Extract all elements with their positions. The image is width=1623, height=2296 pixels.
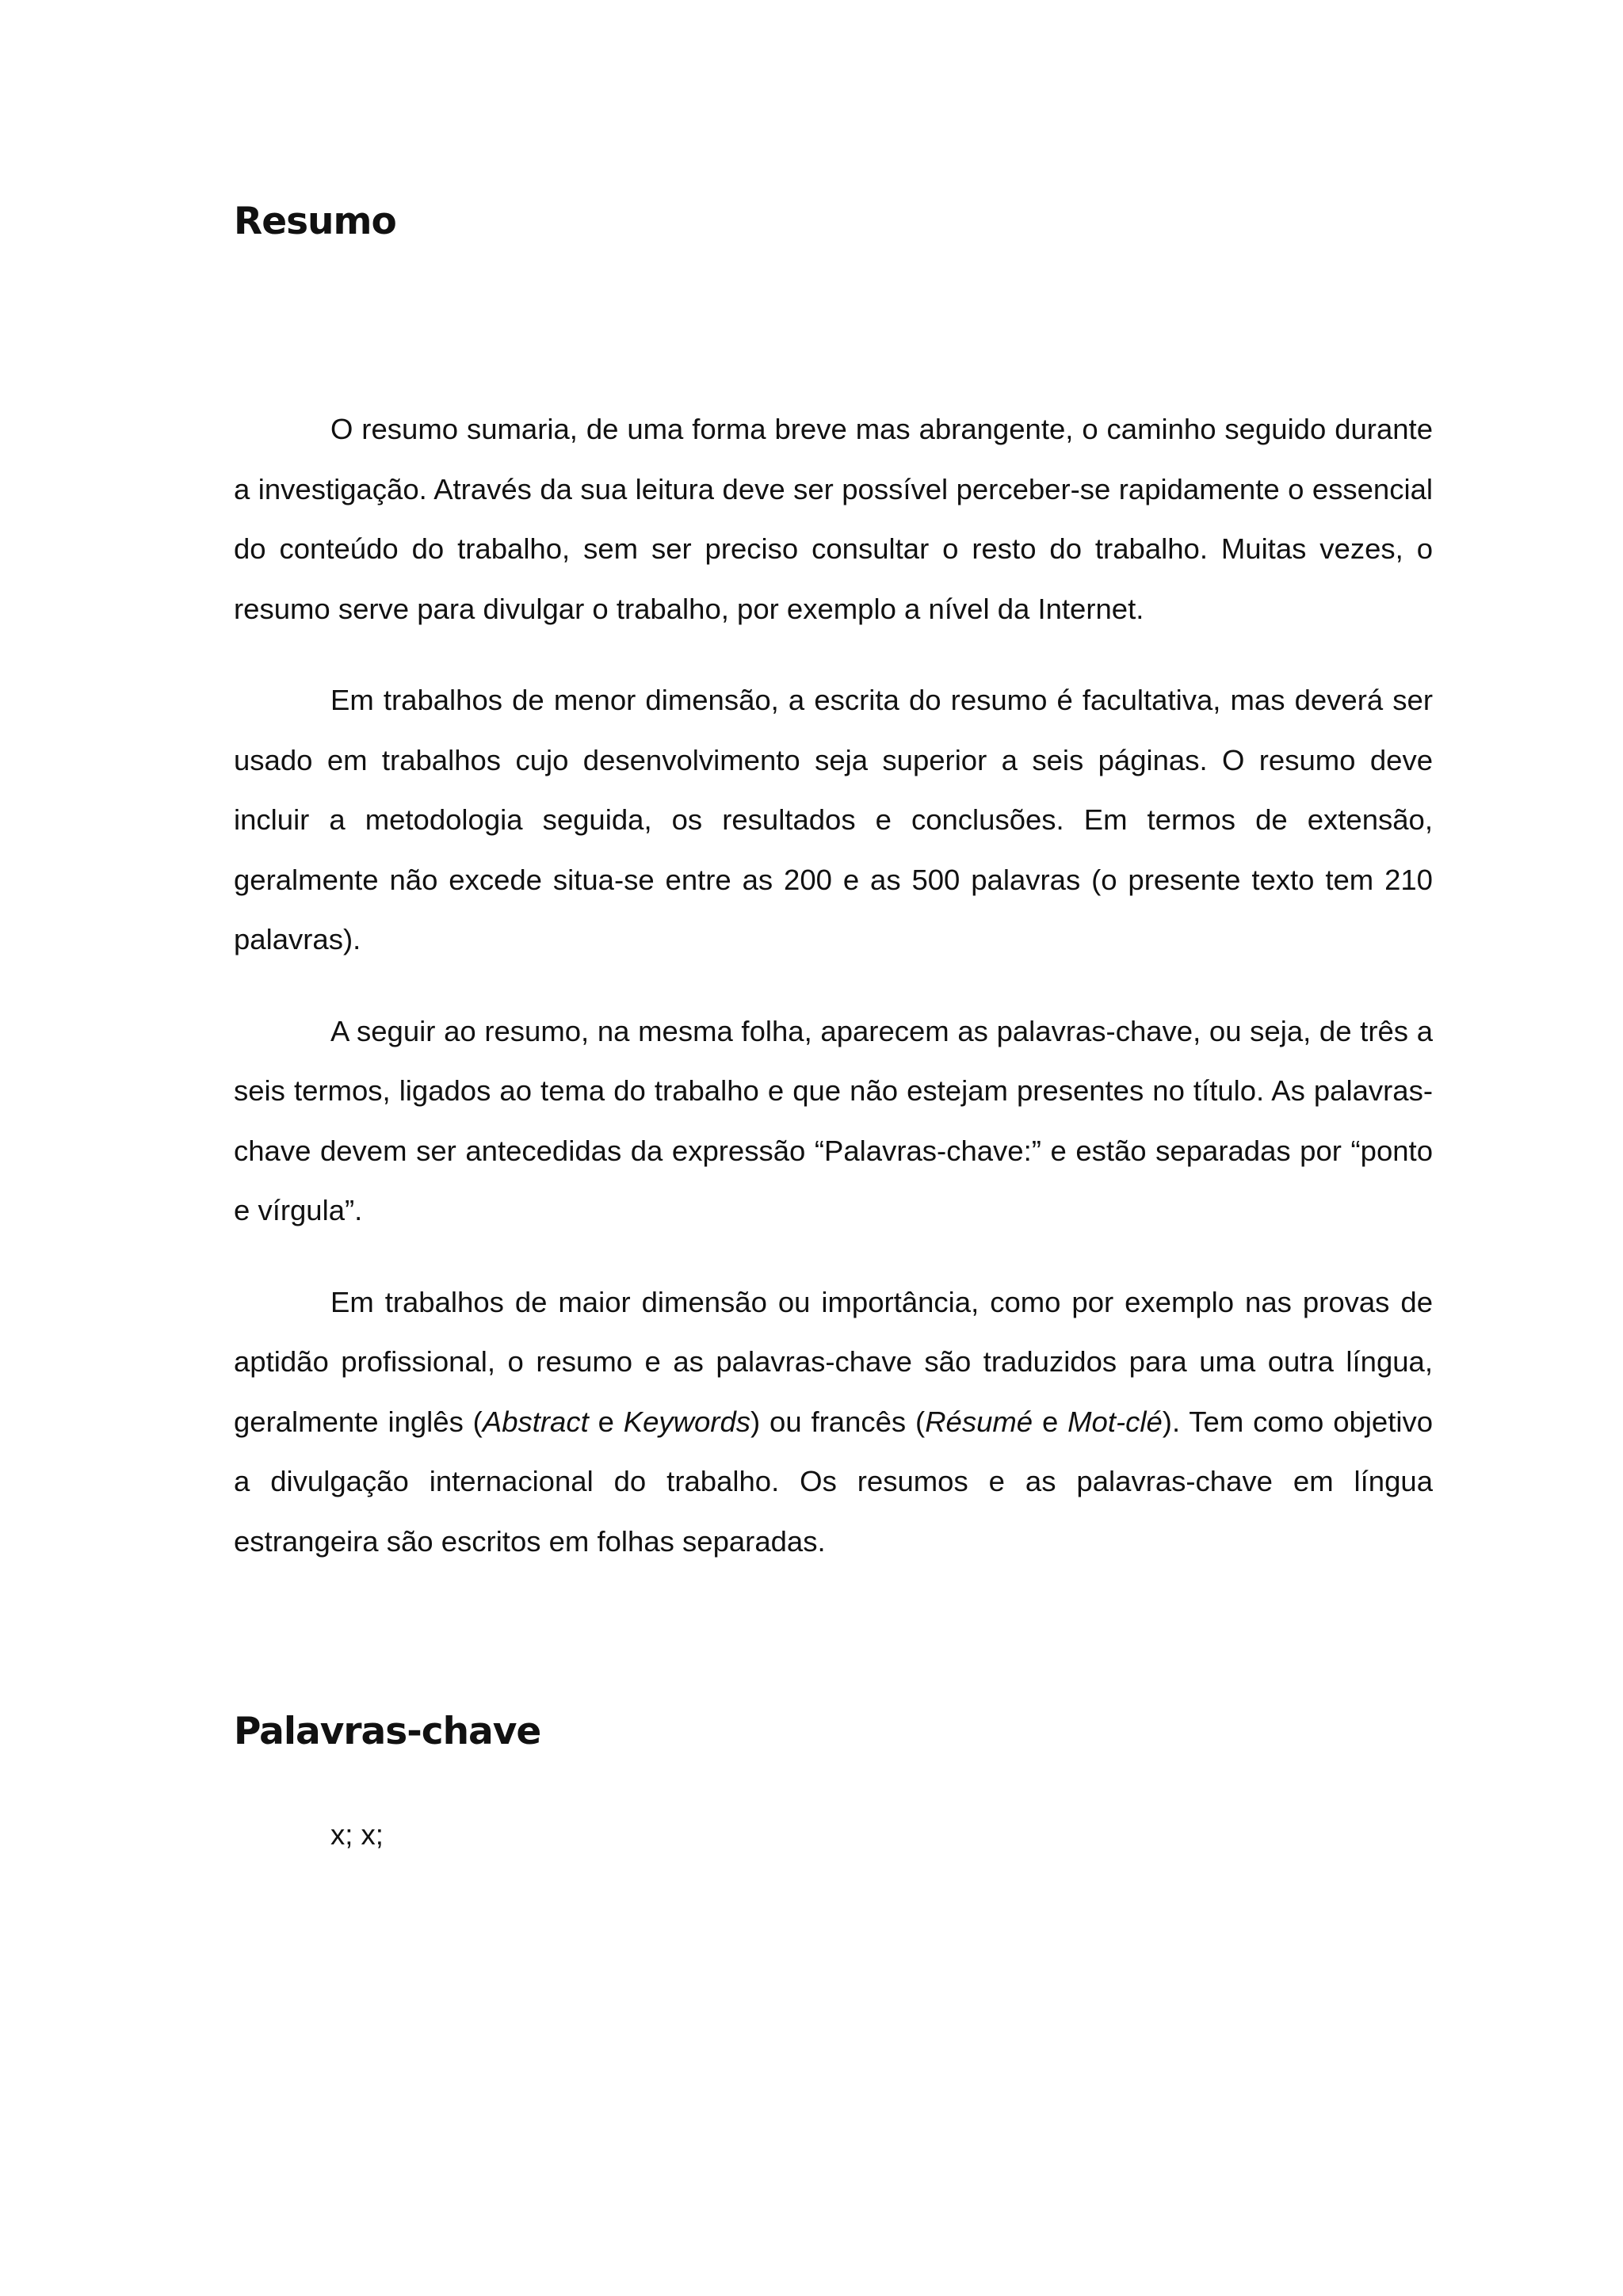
paragraph-text: O resumo sumaria, de uma forma breve mas abrangente, o caminho seguido durante a investigação. Através da sua leitura deve ser possível perceber-se rapidamente o essencial do conteúdo do trabalho, sem ser preciso consultar o resto do trabalho. Muitas vezes, o resumo serve para divulgar o trabalho, por exemplo a nível da Internet. [234,413,1433,625]
section-heading-keywords: Palavras-chave [234,1710,541,1753]
italic-term: Résumé [925,1405,1033,1438]
resumo-paragraph [234,670,1433,970]
paragraph-text: Em trabalhos de menor dimensão, a escrita do resumo é facultativa, mas deverá ser usado em trabalhos cujo desenvolvimento seja superior a seis páginas. O resumo deve incluir a metodologia seguida, os resultados e conclusões. Em termos de extensão, geralmente não excede situa-se entre as 200 e as 500 palavras (o presente texto tem 210 palavras). [234,684,1433,955]
resumo-paragraph [234,1272,1433,1572]
paragraph-text: Em trabalhos de maior dimensão ou importância, como por exemplo nas provas de aptidão profissional, o resumo e as palavras-chave são traduzidos para uma outra língua, geralmente inglês ( [234,1285,1433,1438]
paragraph-text: ) ou francês ( [750,1405,926,1438]
italic-term: Abstract [482,1405,589,1438]
paragraph-text: e [588,1405,624,1438]
paragraph-text: A seguir ao resumo, na mesma folha, aparecem as palavras-chave, ou seja, de três a seis termos, ligados ao tema do trabalho e que não estejam presentes no título. As palavras-chave devem ser antecedidas da expressão “Palavras-chave:” e estão separadas por “ponto e vírgula”. [234,1014,1433,1226]
section-heading-resumo: Resumo [234,200,396,243]
paragraph-text: ). Tem como objetivo a divulgação internacional do trabalho. Os resumos e as palavras-chave em língua estrangeira são escritos em folhas separadas. [234,1405,1434,1558]
resumo-paragraph [234,1001,1433,1241]
paragraph-text: e [1033,1405,1068,1438]
resumo-body [234,399,1433,1571]
italic-term: Mot-clé [1067,1405,1163,1438]
resumo-paragraph [234,399,1433,639]
italic-term: Keywords [623,1405,751,1438]
keywords-value: x; x; [330,1818,384,1851]
